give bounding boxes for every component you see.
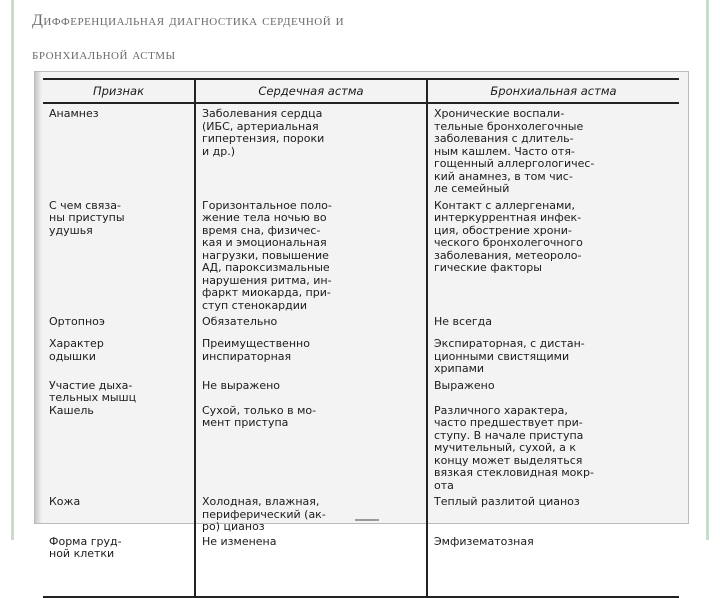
table-row <box>43 196 679 313</box>
cell-bronchial: Различного характера, часто предшествует при- ступу. В начале приступа мучительный, сухой, а к концу может выделяться вязкая стекловидная мокр- ота <box>427 405 679 493</box>
cell-bronchial: Эмфизематозная <box>427 534 679 597</box>
cell-cardiac: Горизонтальное поло- жение тела ночью во время сна, физичес- кая и эмоциональная нагрузки, повышение АД, пароксизмальные нарушения ритма, ин- фаркт миокарда, при- ступ стенокардии <box>195 196 427 313</box>
cell-bronchial: Экспираторная, с дистан- ционными свистящими хрипами <box>427 338 679 376</box>
cell-cardiac: Заболевания сердца (ИБС, артериальная гипертензия, пороки и др.) <box>195 103 427 196</box>
scan-smudge <box>355 519 379 521</box>
cell-bronchial: Выражено <box>427 376 679 405</box>
cell-cardiac: Не изменена <box>195 534 427 597</box>
slide-title-line-1: Дифференциальная диагностика сердечной и <box>32 12 345 29</box>
cell-cardiac: Не выражено <box>195 376 427 405</box>
cell-cardiac: Сухой, только в мо- мент приступа <box>195 405 427 493</box>
header-cardiac-asthma: Сердечная астма <box>195 79 427 103</box>
header-sign: Признак <box>43 79 195 103</box>
cell-cardiac: Обязательно <box>195 312 427 338</box>
cell-sign: Кашель <box>49 403 94 417</box>
cell-bronchial: Теплый разлитой цианоз <box>427 492 679 534</box>
table-row <box>43 312 679 338</box>
cell-bronchial: Хронические воспали- тельные бронхолегочные заболевания с длитель- ным кашлем. Часто отя- гощенный аллергологичес- кий анамнез, в том чис- ле семейный <box>427 103 679 196</box>
scanned-table-image <box>34 71 689 560</box>
cell-cardiac: Холодная, влажная, периферический (ак- ро) цианоз <box>195 492 427 534</box>
cell-sign: Ортопноэ <box>49 315 105 328</box>
cell-sign: Кожа <box>49 495 81 508</box>
cell-cardiac: Преимущественно инспираторная <box>195 338 427 376</box>
header-bronchial-asthma: Бронхиальная астма <box>427 79 679 103</box>
slide-title <box>32 4 672 72</box>
scan-edge-shadow <box>35 72 42 523</box>
cell-bronchial: Не всегда <box>427 312 679 338</box>
table-row <box>43 405 679 493</box>
table-row <box>43 534 679 597</box>
cell-sign: Участие дыха- тельных мышц <box>49 378 137 404</box>
cell-sign: С чем связа- ны приступы удушья <box>49 198 125 237</box>
slide-title-line-2: бронхиальной астмы <box>32 46 176 63</box>
cell-sign: Анамнез <box>49 107 99 120</box>
slide-frame-right <box>706 0 709 540</box>
table-row <box>43 376 679 405</box>
slide-frame-left <box>11 0 14 540</box>
table-row <box>43 338 679 376</box>
cell-sign: Форма груд- ной клетки <box>43 534 195 597</box>
table-row <box>43 492 679 534</box>
table-header-row <box>43 79 679 103</box>
cell-bronchial: Контакт с аллергенами, интеркуррентная инфек- ция, обострение хрони- ческого бронхолегочного заболевания, метеороло- гические факторы <box>427 196 679 313</box>
table-row <box>43 103 679 196</box>
cell-sign: Характер одышки <box>49 337 104 363</box>
